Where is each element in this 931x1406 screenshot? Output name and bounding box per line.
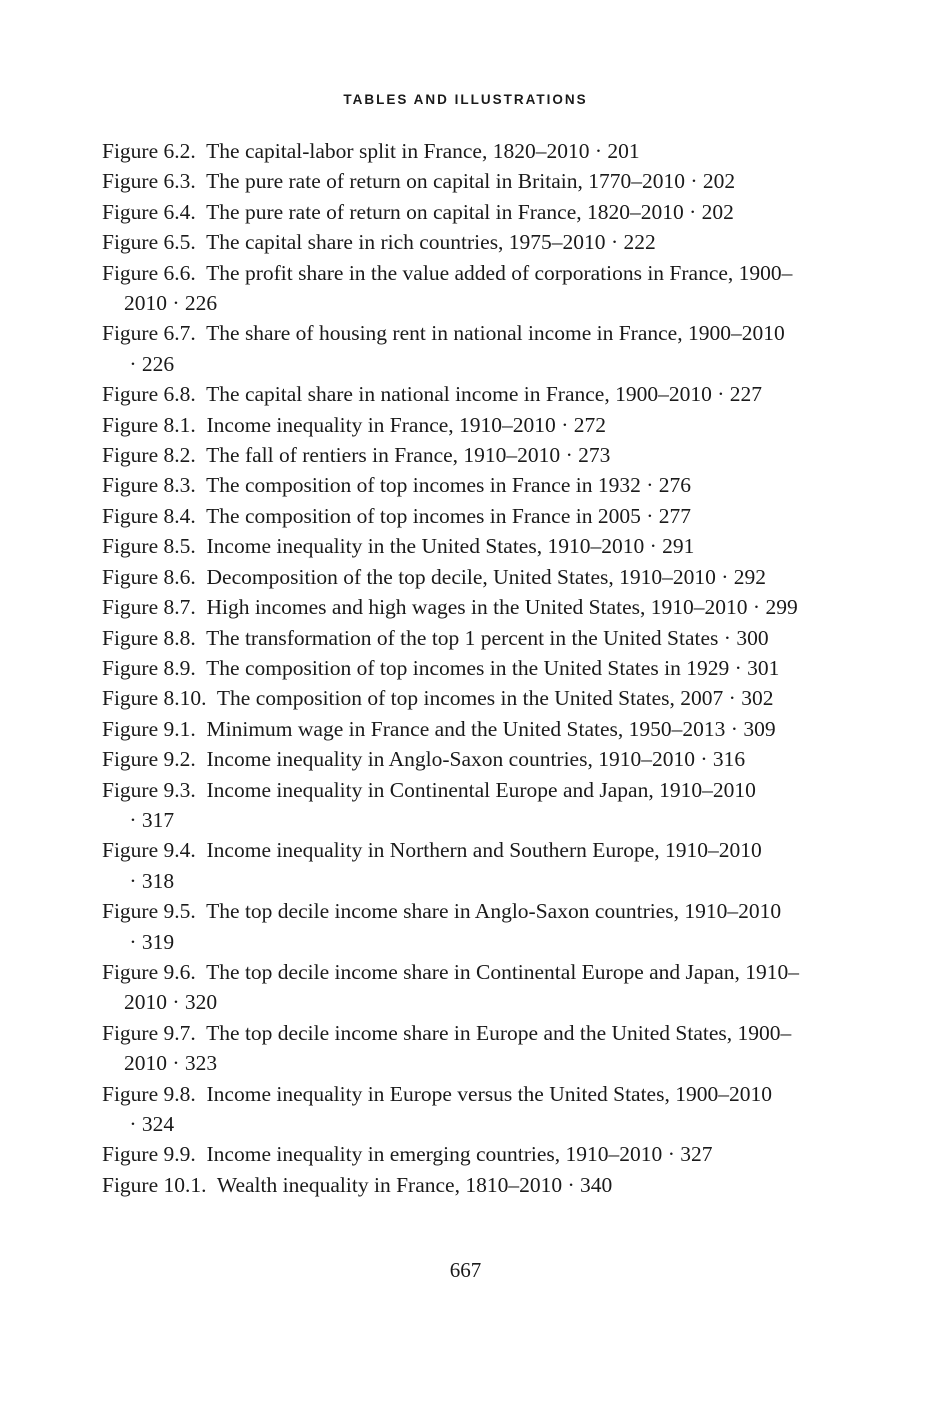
figure-page-number: 301: [747, 655, 780, 680]
figure-entry: [102, 379, 802, 409]
figure-separator-dot: ·: [562, 1172, 580, 1197]
figure-label: Figure 8.8.: [102, 625, 196, 650]
figure-entry: [102, 1139, 802, 1169]
figure-separator-dot: ·: [640, 473, 659, 498]
figure-label: Figure 9.2.: [102, 747, 196, 772]
figure-label: Figure 9.7.: [102, 1020, 196, 1045]
figure-title: The profit share in the value added of corporations in France, 1900–2010: [124, 260, 793, 316]
figure-title: The composition of top incomes in France in 2005: [206, 503, 641, 528]
figure-separator-dot: ·: [124, 1112, 142, 1136]
figure-label-gap: [196, 747, 207, 771]
figure-entry: [102, 166, 802, 196]
figure-label: Figure 6.4.: [102, 199, 196, 224]
figure-label: Figure 9.1.: [102, 716, 196, 741]
figure-page-number: 300: [736, 625, 769, 650]
figure-label: Figure 6.5.: [102, 230, 196, 255]
figure-label-gap: [196, 778, 207, 802]
figure-title: The top decile income share in Continental Europe and Japan, 1910–2010: [124, 959, 800, 1015]
figure-label: Figure 8.1.: [102, 412, 196, 437]
figure-separator-dot: ·: [124, 868, 142, 893]
figure-label-gap: [196, 504, 206, 528]
figure-entry: [102, 1079, 802, 1140]
figure-label: Figure 8.2.: [102, 443, 196, 468]
figure-label-gap: [196, 838, 207, 862]
figure-label: Figure 8.7.: [102, 595, 196, 620]
figure-title: The capital share in national income in France, 1900–2010: [206, 382, 712, 407]
figure-separator-dot: ·: [729, 655, 748, 680]
figure-title: Income inequality in emerging countries, 1910–2010: [206, 1142, 663, 1167]
figure-title: The capital-labor split in France, 1820–2010: [206, 139, 590, 163]
figure-title: Income inequality in Northern and Southern Europe, 1910–2010: [206, 838, 762, 863]
figure-page-number: 316: [712, 747, 746, 772]
figure-entry: [102, 501, 802, 531]
figure-label-gap: [196, 473, 206, 497]
figure-title: The composition of top incomes in the United States in 1929: [206, 655, 730, 680]
figure-entry: [102, 592, 802, 622]
figure-separator-dot: ·: [167, 291, 185, 316]
figure-label: Figure 6.8.: [102, 382, 196, 407]
figure-label: Figure 6.2.: [102, 139, 196, 163]
figure-label-gap: [196, 899, 206, 923]
figure-label-gap: [207, 1173, 217, 1197]
figure-entry: [102, 318, 802, 379]
figure-page-number: 317: [141, 807, 175, 832]
figure-separator-dot: ·: [124, 351, 142, 376]
figure-page-number: 226: [184, 291, 218, 316]
figure-title: The pure rate of return on capital in Britain, 1770–2010: [206, 169, 685, 194]
figure-separator-dot: ·: [723, 686, 742, 711]
figure-label: Figure 9.4.: [102, 838, 196, 863]
figure-page-number: 201: [607, 139, 640, 163]
figure-separator-dot: ·: [560, 443, 579, 468]
figure-title: Decomposition of the top decile, United States, 1910–2010: [206, 564, 716, 589]
figure-entry: [102, 835, 802, 896]
list-of-figures: [102, 136, 802, 1200]
figure-entry: [102, 623, 802, 653]
figure-title: Income inequality in the United States, 1910–2010: [206, 534, 645, 559]
figure-label-gap: [207, 686, 217, 710]
figure-label: Figure 6.7.: [102, 321, 196, 346]
figure-separator-dot: ·: [725, 716, 744, 741]
figure-separator-dot: ·: [694, 747, 713, 772]
figure-page-number: 340: [580, 1172, 613, 1197]
figure-entry: [102, 1018, 802, 1079]
figure-entry: [102, 714, 802, 744]
figure-label-gap: [196, 1142, 207, 1166]
figure-title: Income inequality in Continental Europe and Japan, 1910–2010: [206, 777, 756, 802]
figure-separator-dot: ·: [555, 412, 574, 437]
figure-entry: [102, 653, 802, 683]
figure-label-gap: [196, 321, 206, 345]
figure-entry: [102, 197, 802, 227]
figure-separator-dot: ·: [718, 625, 737, 650]
figure-separator-dot: ·: [589, 139, 608, 163]
figure-label-gap: [196, 1082, 207, 1106]
figure-page-number: 292: [733, 564, 767, 589]
figure-label-gap: [196, 382, 206, 406]
figure-page-number: 324: [141, 1112, 175, 1136]
figure-label-gap: [196, 595, 207, 619]
figure-title: The composition of top incomes in France in 1932: [206, 473, 641, 498]
figure-label-gap: [196, 626, 206, 650]
figure-page-number: 222: [623, 230, 656, 255]
figure-separator-dot: ·: [683, 199, 702, 224]
figure-page-number: 291: [662, 534, 695, 559]
figure-entry: [102, 562, 802, 592]
figure-label-gap: [196, 413, 207, 437]
figure-separator-dot: ·: [747, 595, 766, 620]
running-header: TABLES AND ILLUSTRATIONS: [343, 92, 588, 107]
figure-label: Figure 10.1.: [102, 1172, 207, 1197]
figure-label: Figure 9.6.: [102, 959, 196, 984]
page-folio: 667: [449, 1258, 482, 1282]
figure-label: Figure 6.3.: [102, 169, 196, 194]
figure-separator-dot: ·: [124, 807, 142, 832]
figure-label: Figure 9.3.: [102, 777, 196, 802]
figure-label: Figure 8.9.: [102, 655, 196, 680]
figure-page-number: 272: [573, 412, 606, 437]
figure-separator-dot: ·: [711, 382, 730, 407]
figure-page-number: 277: [658, 503, 692, 528]
figure-page-number: 202: [702, 169, 736, 194]
figure-page-number: 299: [765, 595, 798, 620]
figure-label-gap: [196, 200, 206, 224]
figure-separator-dot: ·: [715, 564, 734, 589]
figure-separator-dot: ·: [167, 990, 185, 1015]
figure-separator-dot: ·: [640, 503, 659, 528]
figure-title: The fall of rentiers in France, 1910–2010: [206, 443, 561, 468]
figure-entry: [102, 896, 802, 957]
figure-title: Wealth inequality in France, 1810–2010: [216, 1172, 563, 1197]
figure-title: Income inequality in Europe versus the United States, 1900–2010: [206, 1081, 772, 1106]
figure-entry: [102, 744, 802, 774]
figure-label-gap: [196, 230, 206, 254]
figure-separator-dot: ·: [662, 1142, 681, 1167]
figure-title: High incomes and high wages in the United States, 1910–2010: [206, 595, 748, 620]
figure-entry: [102, 1170, 802, 1200]
figure-page-number: 318: [141, 868, 175, 893]
figure-page-number: 227: [729, 382, 763, 407]
figure-label: Figure 9.5.: [102, 899, 196, 924]
figure-label: Figure 8.6.: [102, 564, 196, 589]
figure-entry: [102, 683, 802, 713]
figure-title: The top decile income share in Anglo-Saxon countries, 1910–2010: [206, 899, 782, 924]
figure-entry: [102, 531, 802, 561]
figure-entry: [102, 227, 802, 257]
figure-separator-dot: ·: [605, 230, 624, 255]
figure-title: The capital share in rich countries, 1975–2010: [206, 230, 606, 255]
figure-label-gap: [196, 960, 206, 984]
figure-separator-dot: ·: [167, 1051, 185, 1076]
figure-page-number: 202: [701, 199, 734, 224]
figure-page-number: 226: [141, 351, 175, 376]
figure-page-number: 323: [184, 1051, 218, 1076]
figure-page-number: 276: [658, 473, 692, 498]
figure-label: Figure 9.8.: [102, 1081, 196, 1106]
figure-label-gap: [196, 565, 207, 589]
figure-label-gap: [196, 443, 206, 467]
figure-label-gap: [196, 534, 207, 558]
figure-title: The transformation of the top 1 percent in the United States: [206, 625, 719, 650]
figure-page-number: 320: [184, 990, 218, 1015]
figure-entry: [102, 258, 802, 319]
figure-title: Income inequality in France, 1910–2010: [206, 412, 556, 437]
figure-label: Figure 9.9.: [102, 1142, 196, 1167]
figure-entry: [102, 470, 802, 500]
figure-entry: [102, 440, 802, 470]
figure-page-number: 309: [743, 716, 776, 741]
figure-label-gap: [196, 261, 206, 285]
figure-label: Figure 8.5.: [102, 534, 196, 559]
figure-page-number: 319: [141, 929, 175, 954]
figure-entry: [102, 136, 802, 166]
figure-page-number: 302: [741, 686, 774, 711]
figure-separator-dot: ·: [124, 929, 142, 954]
figure-title: Minimum wage in France and the United States, 1950–2013: [206, 716, 726, 741]
figure-entry: [102, 957, 802, 1018]
figure-title: The composition of top incomes in the United States, 2007: [216, 686, 724, 711]
figure-label-gap: [196, 717, 207, 741]
figure-title: The share of housing rent in national income in France, 1900–2010: [206, 321, 785, 346]
figure-label-gap: [196, 656, 206, 680]
figure-page-number: 327: [680, 1142, 713, 1167]
figure-label-gap: [196, 1021, 206, 1045]
figure-label: Figure 8.10.: [102, 686, 207, 711]
figure-title: Income inequality in Anglo-Saxon countries, 1910–2010: [206, 747, 695, 772]
figure-label: Figure 8.3.: [102, 473, 196, 498]
figure-title: The top decile income share in Europe and the United States, 1900–2010: [124, 1020, 792, 1076]
figure-entry: [102, 410, 802, 440]
figure-label: Figure 8.4.: [102, 503, 196, 528]
figure-separator-dot: ·: [644, 534, 663, 559]
figure-separator-dot: ·: [684, 169, 703, 194]
figure-entry: [102, 775, 802, 836]
figure-page-number: 273: [578, 443, 611, 468]
figure-label: Figure 6.6.: [102, 260, 196, 285]
figure-label-gap: [196, 139, 206, 163]
figure-title: The pure rate of return on capital in France, 1820–2010: [206, 199, 684, 224]
figure-label-gap: [196, 169, 206, 193]
